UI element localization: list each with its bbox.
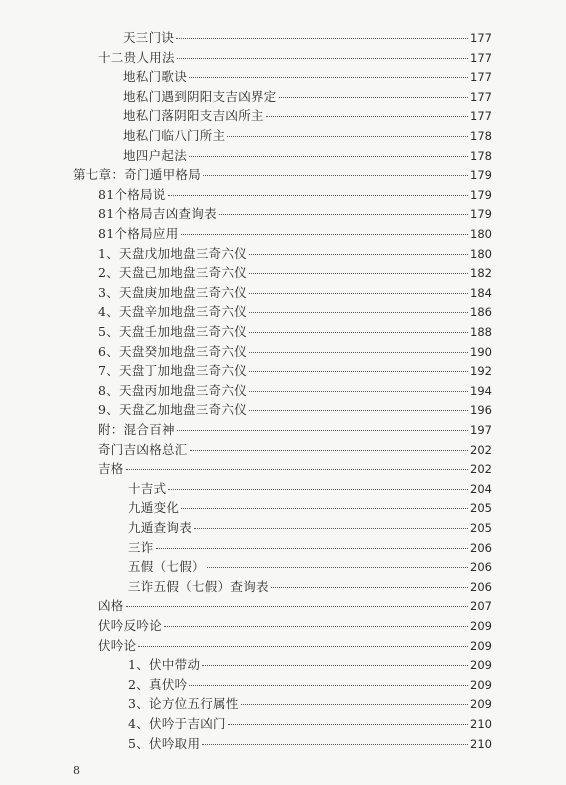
toc-entry-title: 3、论方位五行属性 — [128, 696, 239, 712]
toc-entry[interactable] — [128, 736, 492, 752]
dot-leader — [249, 371, 468, 372]
toc-entry-title: 地私门遇到阴阳支吉凶界定 — [123, 88, 277, 104]
dot-leader — [168, 489, 468, 490]
dot-leader — [279, 97, 468, 98]
toc-entry-page: 205 — [470, 521, 492, 535]
toc-entry[interactable] — [98, 442, 492, 458]
dot-leader — [241, 704, 468, 705]
dot-leader — [249, 352, 468, 353]
dot-leader — [207, 567, 468, 568]
toc-entry[interactable] — [123, 108, 492, 124]
dot-leader — [266, 116, 468, 117]
toc-entry-title: 2、天盘己加地盘三奇六仪 — [98, 265, 248, 281]
toc-entry-page: 178 — [470, 148, 492, 163]
toc-entry-page: 206 — [470, 579, 492, 594]
toc-entry-title: 奇门吉凶格总汇 — [98, 441, 188, 457]
toc-entry[interactable] — [98, 265, 492, 281]
dot-leader — [181, 234, 469, 235]
toc-entry[interactable] — [98, 324, 492, 340]
dot-leader — [176, 38, 468, 39]
toc-entry-page: 177 — [470, 89, 492, 104]
toc-entry-page: 197 — [470, 423, 492, 437]
toc-entry-title: 九遁变化 — [128, 500, 180, 516]
toc-entry-page: 209 — [470, 638, 492, 653]
toc-entry[interactable] — [128, 500, 492, 516]
dot-leader — [177, 58, 468, 59]
dot-leader — [249, 312, 468, 313]
toc-entry[interactable] — [98, 285, 492, 301]
toc-entry-page: 210 — [470, 717, 492, 731]
dot-leader — [168, 195, 468, 196]
toc-entry-page: 202 — [470, 442, 492, 457]
toc-entry[interactable] — [98, 422, 492, 438]
toc-entry-title: 2、真伏吟 — [128, 676, 188, 692]
toc-entry[interactable] — [73, 167, 492, 183]
toc-entry-page: 177 — [470, 31, 492, 45]
toc-entry-title: 第七章：奇门遁甲格局 — [73, 167, 202, 183]
toc-entry-title: 附：混合百神 — [98, 422, 175, 437]
toc-entry-title: 81个格局说 — [98, 186, 166, 202]
dot-leader — [271, 587, 468, 588]
toc-entry-page: 178 — [470, 129, 492, 143]
dot-leader — [227, 136, 468, 137]
toc-entry-page: 209 — [470, 697, 492, 712]
toc-entry-title: 地私门临八门所主 — [123, 128, 226, 143]
toc-entry-page: 186 — [470, 305, 492, 320]
dot-leader — [249, 332, 468, 333]
toc-entry-page: 206 — [470, 540, 492, 555]
toc-entry[interactable] — [128, 677, 492, 693]
toc-entry-title: 4、天盘辛加地盘三奇六仪 — [98, 304, 248, 320]
toc-entry-title: 三诈五假（七假）查询表 — [128, 578, 269, 594]
toc-entry-title: 3、天盘庚加地盘三奇六仪 — [98, 284, 248, 300]
toc-entry-title: 8、天盘丙加地盘三奇六仪 — [98, 382, 248, 398]
toc-entry-title: 6、天盘癸加地盘三奇六仪 — [98, 343, 248, 359]
toc-entry[interactable] — [98, 618, 492, 634]
toc-entry[interactable] — [128, 696, 492, 712]
toc-entry-page: 179 — [470, 187, 492, 202]
toc-entry-title: 5、天盘壬加地盘三奇六仪 — [98, 324, 248, 339]
toc-entry[interactable] — [98, 50, 492, 66]
toc-entry[interactable] — [98, 383, 492, 399]
dot-leader — [189, 77, 468, 78]
toc-entry-page: 177 — [470, 109, 492, 124]
toc-entry-title: 9、天盘乙加地盘三奇六仪 — [98, 402, 248, 418]
dot-leader — [189, 156, 468, 157]
toc-entry[interactable] — [128, 540, 492, 556]
dot-leader — [202, 665, 468, 666]
toc-entry-page: 202 — [470, 462, 492, 477]
toc-entry-title: 81个格局吉凶查询表 — [98, 206, 217, 222]
toc-entry[interactable] — [98, 304, 492, 320]
toc-entry-page: 206 — [470, 560, 492, 575]
dot-leader — [202, 744, 468, 745]
toc-entry-page: 209 — [470, 677, 492, 692]
toc-entry-page: 190 — [470, 344, 492, 359]
toc-entry-page: 188 — [470, 325, 492, 339]
dot-leader — [190, 450, 468, 451]
toc-entry-page: 177 — [470, 50, 492, 65]
toc-entry-title: 伏吟反吟论 — [98, 618, 163, 633]
dot-leader — [249, 410, 468, 411]
dot-leader — [164, 626, 468, 627]
toc-entry-page: 180 — [470, 227, 492, 241]
toc-entry-title: 81个格局应用 — [98, 226, 179, 241]
toc-entry-title: 十吉式 — [128, 480, 167, 496]
toc-entry-title: 地四户起法 — [123, 147, 188, 163]
toc-entry-page: 184 — [470, 285, 492, 300]
toc-entry-page: 204 — [470, 481, 492, 496]
toc-entry-page: 177 — [470, 70, 492, 85]
dot-leader — [138, 646, 468, 647]
dot-leader — [194, 528, 468, 529]
dot-leader — [228, 724, 468, 725]
toc-entry-title: 天三门诀 — [123, 30, 175, 45]
toc-entry-page: 210 — [470, 736, 492, 751]
toc-entry-page: 207 — [470, 599, 492, 614]
toc-entry-page: 180 — [470, 246, 492, 261]
toc-entry[interactable] — [98, 402, 492, 418]
toc-entry-page: 192 — [470, 364, 492, 379]
toc-entry[interactable] — [128, 481, 492, 497]
toc-entry[interactable] — [123, 69, 492, 85]
dot-leader — [177, 430, 468, 431]
dot-leader — [249, 273, 468, 274]
toc-entry-title: 五假（七假） — [128, 559, 205, 575]
dot-leader — [189, 685, 468, 686]
toc-entry[interactable] — [123, 30, 492, 46]
toc-entry-page: 194 — [470, 383, 492, 398]
toc-entry[interactable] — [98, 206, 492, 222]
page-number: 8 — [73, 764, 80, 777]
toc-entry[interactable] — [98, 363, 492, 379]
dot-leader — [249, 293, 468, 294]
toc-entry[interactable] — [98, 461, 492, 477]
toc-entry-page: 179 — [470, 207, 492, 222]
toc-entry[interactable] — [98, 598, 492, 614]
toc-entry[interactable] — [123, 128, 492, 144]
toc-entry[interactable] — [98, 638, 492, 654]
toc-entry-title: 十二贵人用法 — [98, 49, 175, 65]
toc-entry-page: 209 — [470, 619, 492, 633]
toc-entry[interactable] — [123, 89, 492, 105]
toc-entry-title: 1、伏中带动 — [128, 657, 201, 673]
toc-entry-title: 伏吟论 — [98, 637, 137, 653]
dot-leader — [126, 606, 468, 607]
toc-entry-page: 196 — [470, 403, 492, 418]
toc-entry[interactable] — [98, 187, 492, 203]
toc-entry-title: 5、伏吟取用 — [128, 735, 201, 751]
toc-entry-page: 179 — [470, 168, 492, 183]
dot-leader — [156, 548, 468, 549]
toc-entry-title: 凶格 — [98, 598, 124, 614]
dot-leader — [249, 391, 468, 392]
toc-entry-title: 地私门落阴阳支吉凶所主 — [123, 108, 264, 124]
toc-entry-page: 182 — [470, 266, 492, 281]
toc-entry[interactable] — [128, 657, 492, 673]
toc-entry[interactable] — [128, 579, 492, 595]
toc-entry-title: 7、天盘丁加地盘三奇六仪 — [98, 363, 248, 379]
toc-entry[interactable] — [128, 559, 492, 575]
toc-entry-title: 三诈 — [128, 539, 154, 555]
dot-leader — [181, 508, 468, 509]
toc-entry[interactable] — [98, 246, 492, 262]
toc-entry[interactable] — [98, 344, 492, 360]
dot-leader — [249, 254, 468, 255]
toc-entry[interactable] — [123, 148, 492, 164]
toc-entry-title: 九遁查询表 — [128, 520, 193, 535]
toc-entry-title: 1、天盘戊加地盘三奇六仪 — [98, 245, 248, 261]
toc-entry-title: 地私门歌诀 — [123, 69, 188, 85]
toc-entry-page: 209 — [470, 658, 492, 673]
dot-leader — [126, 469, 468, 470]
toc-entry-title: 吉格 — [98, 461, 124, 477]
toc-entry[interactable] — [128, 716, 492, 732]
dot-leader — [219, 214, 468, 215]
toc-entry-page: 205 — [470, 501, 492, 516]
dot-leader — [203, 175, 468, 176]
toc-entry[interactable] — [128, 520, 492, 536]
toc-entry[interactable] — [98, 226, 492, 242]
toc-entry-title: 4、伏吟于吉凶门 — [128, 716, 226, 731]
